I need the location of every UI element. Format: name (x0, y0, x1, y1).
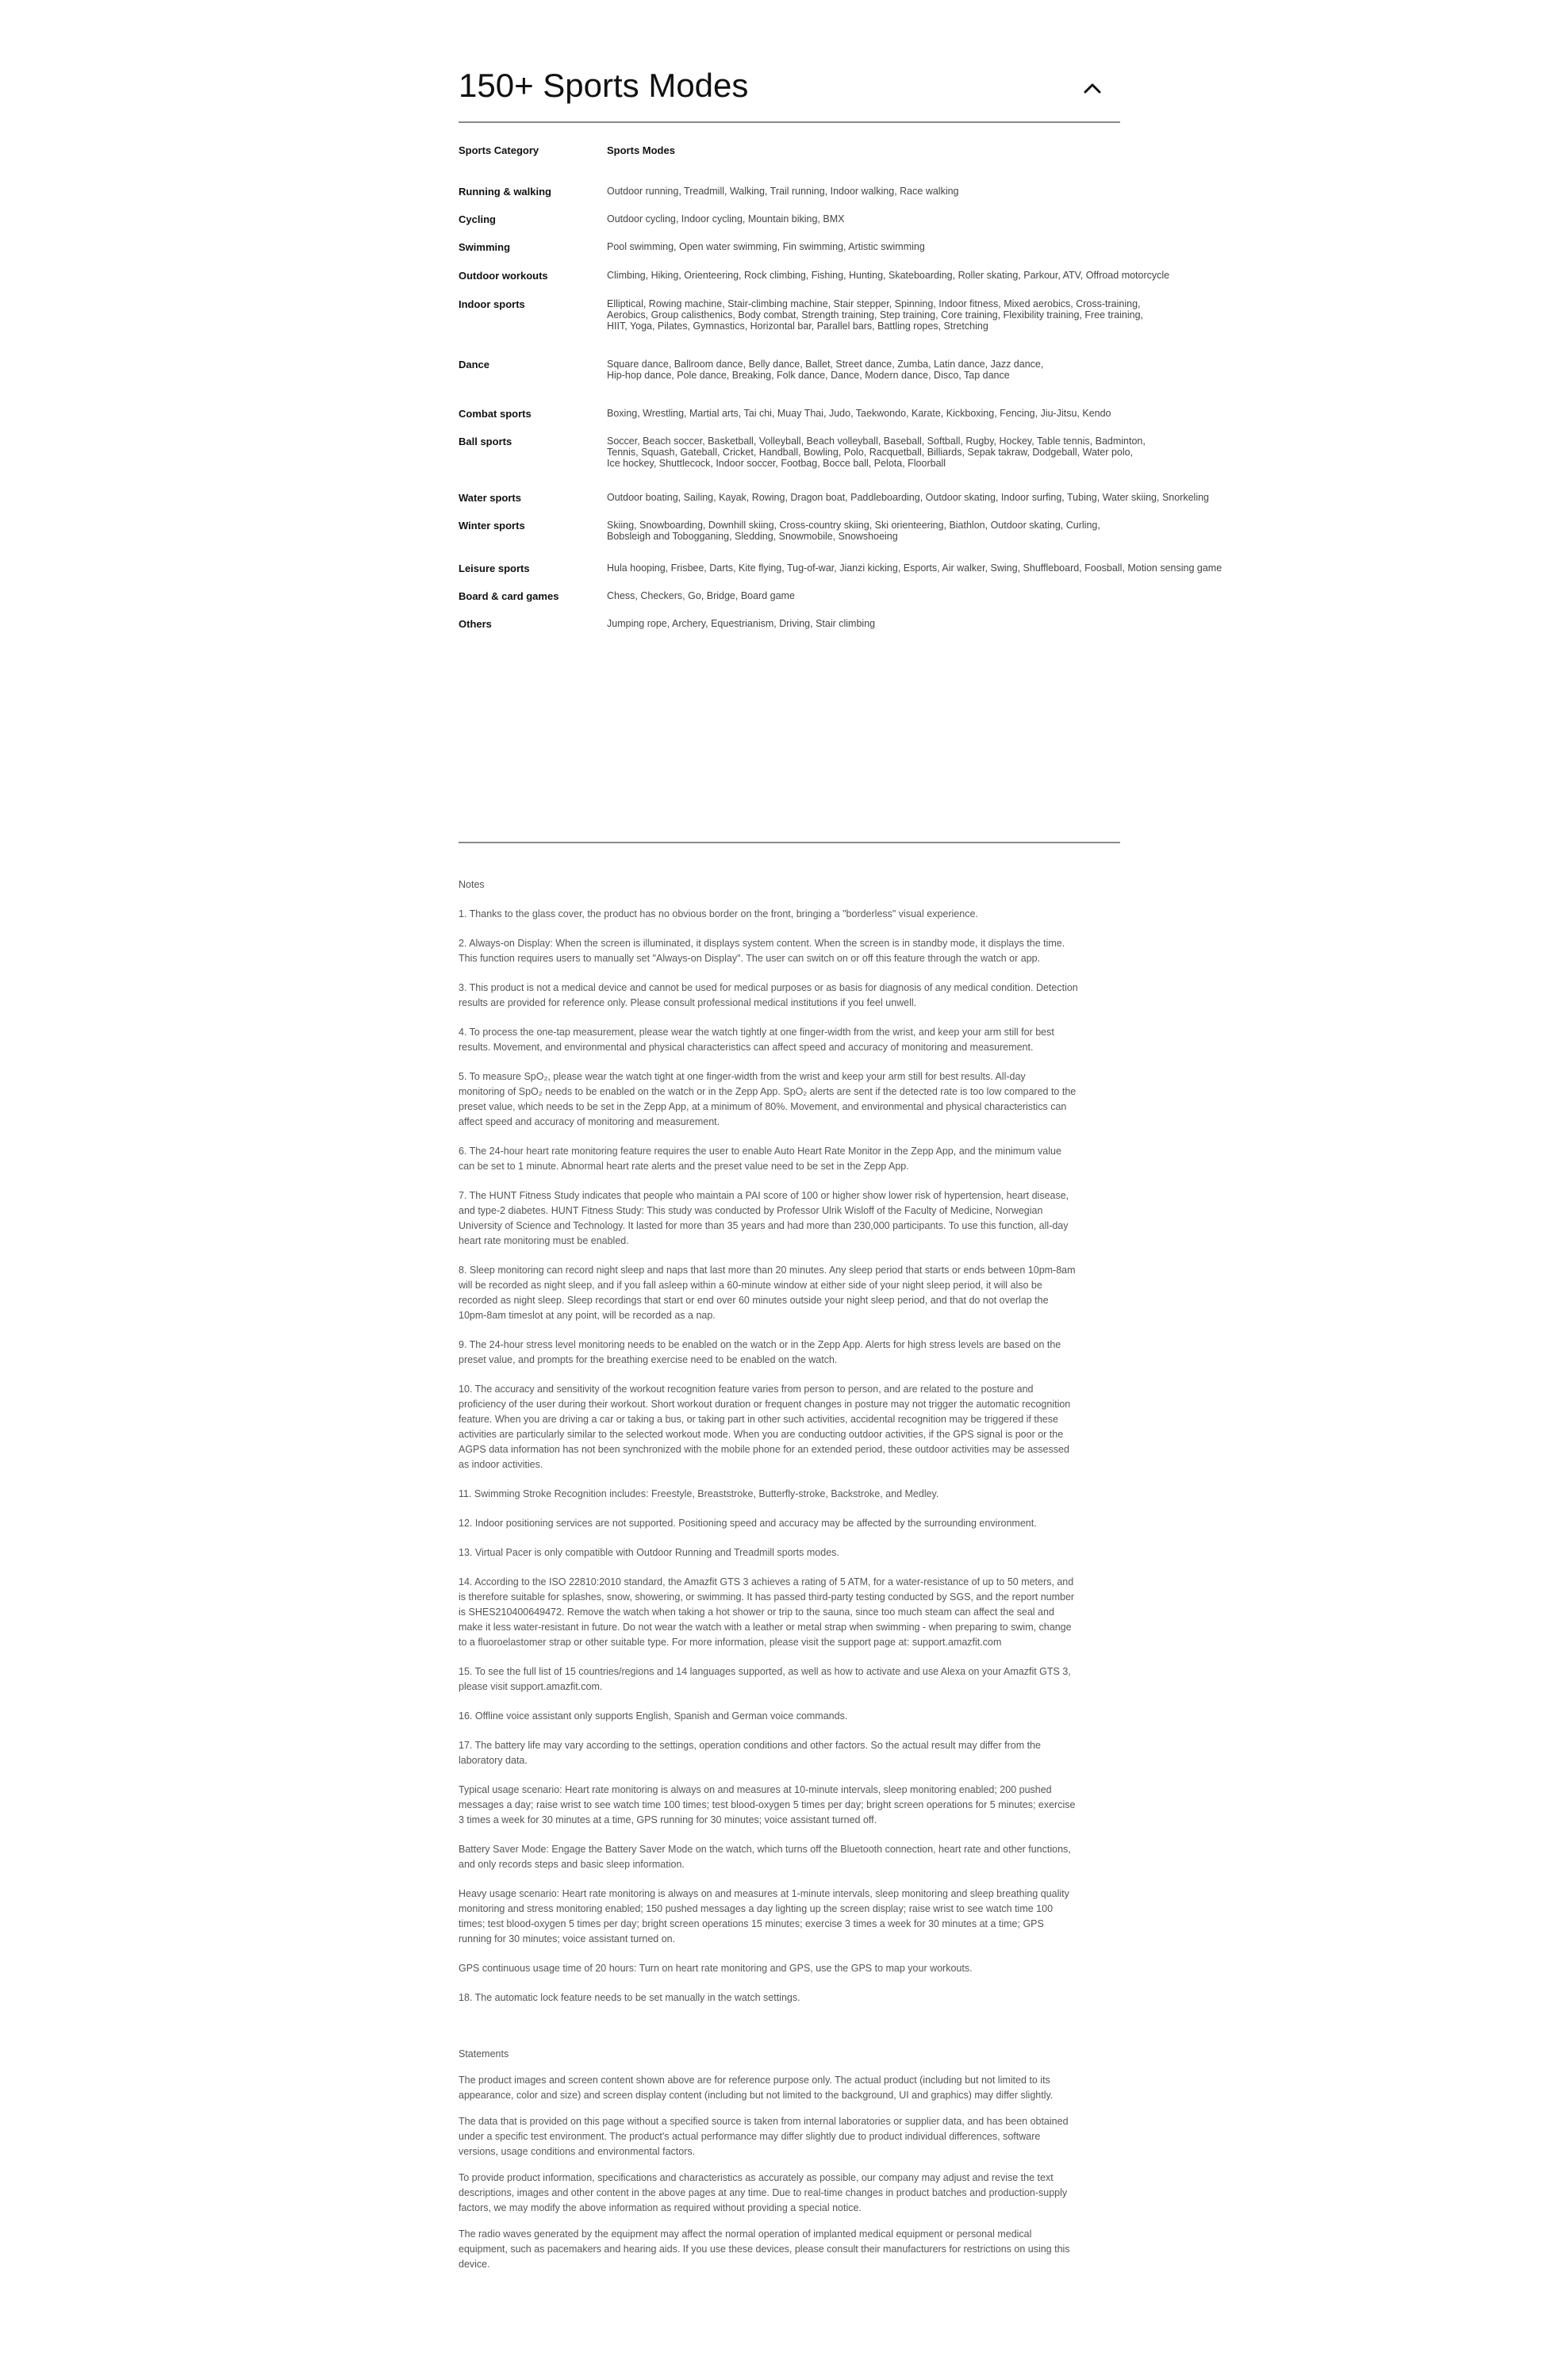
chevron-up-icon[interactable] (1082, 78, 1103, 98)
table-row (459, 436, 1331, 492)
note-item: 8. Sleep monitoring can record night sleep and naps that last more than 20 minutes. Any sleep period that starts or ends between 10pm-8am will be recorded as night sleep, and if you fall asleep within a 60-minute window at either side of your night sleep period, it will also be recorded as night sleep. Sleep recordings that start or end over 60 minutes outside your night sleep period, and that do not overlap the 10pm-8am timeslot at any point, will be recorded as a nap. (459, 1265, 1076, 1321)
row-category: Leisure sports (459, 562, 530, 574)
row-modes: Square dance, Ballroom dance, Belly dance, Ballet, Street dance, Zumba, Latin dance, Jazz dance, Hip-hop dance, Pole dance, Breaking, Folk dance, Dance, Modern dance, Disco, Tap dance (607, 359, 1044, 381)
table-row (459, 408, 1331, 436)
note-item: 17. The battery life may vary according to the settings, operation conditions and other factors. So the actual result may differ from the laboratory data. (459, 1740, 1041, 1766)
row-modes: Boxing, Wrestling, Martial arts, Tai chi, Muay Thai, Judo, Taekwondo, Karate, Kickboxing, Fencing, Jiu-Jitsu, Kendo (607, 408, 1111, 419)
row-modes: Jumping rope, Archery, Equestrianism, Driving, Stair climbing (607, 618, 876, 629)
row-modes: Elliptical, Rowing machine, Stair-climbing machine, Stair stepper, Spinning, Indoor fitness, Mixed aerobics, Cross-training, Aerobics, Group calisthenics, Body combat, Strength training, Step training, Core training, Flexibility training, Free training, HIIT, Yoga, Pilates, Gymnastics, Horizontal bar, Parallel bars, Battling ropes, Stretching (607, 298, 1144, 332)
table-row (459, 298, 1331, 359)
row-modes: Hula hooping, Frisbee, Darts, Kite flying, Tug-of-war, Jianzi kicking, Esports, Air walker, Swing, Shuffleboard, Foosball, Motion sensing game (607, 562, 1222, 574)
row-category: Winter sports (459, 520, 525, 532)
row-modes: Skiing, Snowboarding, Downhill skiing, Cross-country skiing, Ski orienteering, Biathlon, Outdoor skating, Curling, Bobsleigh and Tobogganing, Sledding, Snowmobile, Snowshoeing (607, 520, 1100, 542)
statement-item: To provide product information, specifications and characteristics as accurately as possible, our company may adjust and revise the text descriptions, images and other content in the above pages at any time. Due to real-time changes in product batches and production-supply factors, we may modify the above information as required without providing a special notice. (459, 2172, 1068, 2213)
table-row (459, 618, 1331, 646)
note-item: 5. To measure SpO₂, please wear the watch tight at one finger-width from the wrist and keep your arm still for best results. All-day monitoring of SpO₂ needs to be enabled on the watch or in the Zepp App. SpO₂ alerts are sent if the detected rate is too low compared to the preset value, which needs to be set in the Zepp App, at a minimum of 80%. Movement, and environmental and physical characteristics can affect speed and accuracy of monitoring and measurement. (459, 1071, 1077, 1127)
row-category: Board & card games (459, 590, 559, 602)
note-item: 18. The automatic lock feature needs to be set manually in the watch settings. (459, 1992, 800, 2003)
statement-item: The radio waves generated by the equipment may affect the normal operation of implanted medical equipment or personal medical equipment, such as pacemakers and hearing aids. If you use these devices, please consult their manufacturers for restrictions on using this device. (459, 2228, 1070, 2270)
row-modes: Soccer, Beach soccer, Basketball, Volleyball, Beach volleyball, Baseball, Softball, Rugby, Hockey, Table tennis, Badminton, Tennis, Squash, Gateball, Cricket, Handball, Bowling, Polo, Racquetball, Billiards, Sepak takraw, Dodgeball, Water polo, Ice hockey, Shuttlecock, Indoor soccer, Footbag, Bocce ball, Pelota, Floorball (607, 436, 1146, 469)
sports-modes-table (459, 144, 1331, 646)
row-modes: Chess, Checkers, Go, Bridge, Board game (607, 590, 795, 601)
note-item: 4. To process the one-tap measurement, please wear the watch tightly at one finger-width from the wrist, and keep your arm still for best results. Movement, and environmental and physical characteristics can affect speed and accuracy of monitoring and measurement. (459, 1027, 1054, 1053)
note-item: 11. Swimming Stroke Recognition includes: Freestyle, Breaststroke, Butterfly-stroke, Backstroke, and Medley. (459, 1488, 939, 1499)
row-modes: Pool swimming, Open water swimming, Fin swimming, Artistic swimming (607, 241, 925, 252)
notes-heading: Notes (459, 879, 485, 890)
row-modes: Outdoor running, Treadmill, Walking, Trail running, Indoor walking, Race walking (607, 186, 959, 197)
note-item: 2. Always-on Display: When the screen is illuminated, it displays system content. When the screen is in standby mode, it displays the time. This function requires users to manually set "Always-on Display". The user can switch on or off this feature through the watch or app. (459, 938, 1065, 964)
column-header-modes: Sports Modes (607, 144, 675, 156)
note-item: 13. Virtual Pacer is only compatible with Outdoor Running and Treadmill sports modes. (459, 1547, 839, 1558)
note-item: GPS continuous usage time of 20 hours: Turn on heart rate monitoring and GPS, use the GPS to map your workouts. (459, 1963, 973, 1974)
note-item: Heavy usage scenario: Heart rate monitoring is always on and measures at 1-minute intervals, sleep monitoring and sleep breathing quality monitoring and stress monitoring enabled; 150 pushed messages a day lighting up the screen display; raise wrist to see watch time 100 times; test blood-oxygen 5 times per day; bright screen operations 15 minutes; exercise 3 times a week for 30 minutes at a time; GPS running for 30 minutes; voice assistant turned on. (459, 1888, 1069, 1944)
row-category: Ball sports (459, 436, 512, 447)
row-modes: Climbing, Hiking, Orienteering, Rock climbing, Fishing, Hunting, Skateboarding, Roller skating, Parkour, ATV, Offroad motorcycle (607, 270, 1170, 281)
table-row (459, 186, 1331, 213)
row-modes: Outdoor boating, Sailing, Kayak, Rowing, Dragon boat, Paddleboarding, Outdoor skating, Indoor surfing, Tubing, Water skiing, Snorkeling (607, 492, 1210, 503)
notes-section (459, 877, 1149, 2020)
statement-item: The data that is provided on this page without a specified source is taken from internal laboratories or supplier data, and has been obtained under a specific test environment. The product's actual performance may differ slightly due to product individual differences, software versions, usage conditions and environmental factors. (459, 2116, 1069, 2157)
table-header (459, 144, 1331, 186)
table-row (459, 562, 1331, 590)
section-divider (459, 842, 1120, 843)
note-item: 6. The 24-hour heart rate monitoring feature requires the user to enable Auto Heart Rate Monitor in the Zepp App, and the minimum value can be set to 1 minute. Abnormal heart rate alerts and the preset value need to be set in the Zepp App. (459, 1146, 1061, 1172)
note-item: 7. The HUNT Fitness Study indicates that people who maintain a PAI score of 100 or higher show lower risk of hypertension, heart disease, and type-2 diabetes. HUNT Fitness Study: This study was conducted by Professor Ulrik Wisloff of the Faculty of Medicine, Norwegian University of Science and Technology. It lasted for more than 35 years and had more than 230,000 participants. To use this function, all-day heart rate monitoring must be enabled. (459, 1190, 1069, 1246)
statements-heading: Statements (459, 2048, 509, 2059)
row-category: Indoor sports (459, 298, 525, 310)
table-row (459, 520, 1331, 562)
column-header-category: Sports Category (459, 144, 539, 156)
row-category: Outdoor workouts (459, 270, 548, 282)
note-item: Battery Saver Mode: Engage the Battery Saver Mode on the watch, which turns off the Bluetooth connection, heart rate and other functions, and only records steps and basic sleep information. (459, 1844, 1071, 1870)
row-category: Combat sports (459, 408, 532, 420)
header-divider (459, 121, 1120, 123)
row-category: Water sports (459, 492, 521, 504)
row-modes: Outdoor cycling, Indoor cycling, Mountain biking, BMX (607, 213, 845, 225)
note-item: 3. This product is not a medical device and cannot be used for medical purposes or as basis for diagnosis of any medical condition. Detection results are provided for reference only. Please consult professional medical institutions if you feel unwell. (459, 982, 1078, 1008)
note-item: 9. The 24-hour stress level monitoring needs to be enabled on the watch or in the Zepp App. Alerts for high stress levels are based on the preset value, and prompts for the breathing exercise need to be enabled on the watch. (459, 1339, 1061, 1365)
note-item: 12. Indoor positioning services are not supported. Positioning speed and accuracy may be affected by the surrounding environment. (459, 1518, 1037, 1529)
row-category: Swimming (459, 241, 511, 253)
note-item: 1. Thanks to the glass cover, the product has no obvious border on the front, bringing a "borderless" visual experience. (459, 908, 978, 919)
page-title: 150+ Sports Modes (459, 67, 749, 104)
row-category: Dance (459, 359, 490, 370)
note-item: Typical usage scenario: Heart rate monitoring is always on and measures at 10-minute intervals, sleep monitoring enabled; 200 pushed messages a day; raise wrist to see watch time 100 times; test blood-oxygen 5 times per day; bright screen operations for 5 minutes; exercise 3 times a week for 30 minutes at a time, GPS running for 30 minutes; voice assistant turned off. (459, 1784, 1076, 1825)
row-category: Others (459, 618, 492, 630)
table-row (459, 590, 1331, 618)
row-category: Running & walking (459, 186, 551, 198)
note-item: 10. The accuracy and sensitivity of the workout recognition feature varies from person to person, and are related to the posture and proficiency of the user during their workout. Short workout duration or frequent changes in posture may not trigger the automatic recognition feature. When you are driving a car or taking a bus, or taking part in other such activities, accidental recognition may be triggered if these activities are particularly similar to the selected workout mode. When you are conducting outdoor activities, if the GPS signal is poor or the AGPS data information has not been synchronized with the mobile phone for an extended period, these outdoor activities may be assessed as indoor activities. (459, 1384, 1071, 1470)
table-row (459, 241, 1331, 270)
section-header[interactable] (459, 63, 1120, 122)
table-row (459, 213, 1331, 241)
statement-item: The product images and screen content shown above are for reference purpose only. The actual product (including but not limited to its appearance, color and size) and screen display content (including but not limited to the background, UI and graphics) may differ slightly. (459, 2075, 1054, 2101)
note-item: 16. Offline voice assistant only supports English, Spanish and German voice commands. (459, 1710, 848, 1722)
table-row (459, 270, 1331, 298)
table-row (459, 492, 1331, 520)
note-item: 14. According to the ISO 22810:2010 standard, the Amazfit GTS 3 achieves a rating of 5 ATM, for a water-resistance of up to 50 meters, and is therefore suitable for splashes, snow, showering, or swimming. It has passed third-party testing conducted by SGS, and the report number is SHES210400649472. Remove the watch when taking a hot shower or trip to the sauna, since too much steam can affect the seal and make it less water-resistant in future. Do not wear the watch with a leather or metal strap when swimming - when preparing to swim, change to a fluoroelastomer strap or other suitable type. For more information, please visit the support page at: support.amazfit.com (459, 1576, 1075, 1648)
row-category: Cycling (459, 213, 496, 225)
table-row (459, 359, 1331, 408)
statements-section (459, 2047, 1149, 2283)
note-item: 15. To see the full list of 15 countries/regions and 14 languages supported, as well as how to activate and use Alexa on your Amazfit GTS 3, please visit support.amazfit.com. (459, 1666, 1071, 1692)
